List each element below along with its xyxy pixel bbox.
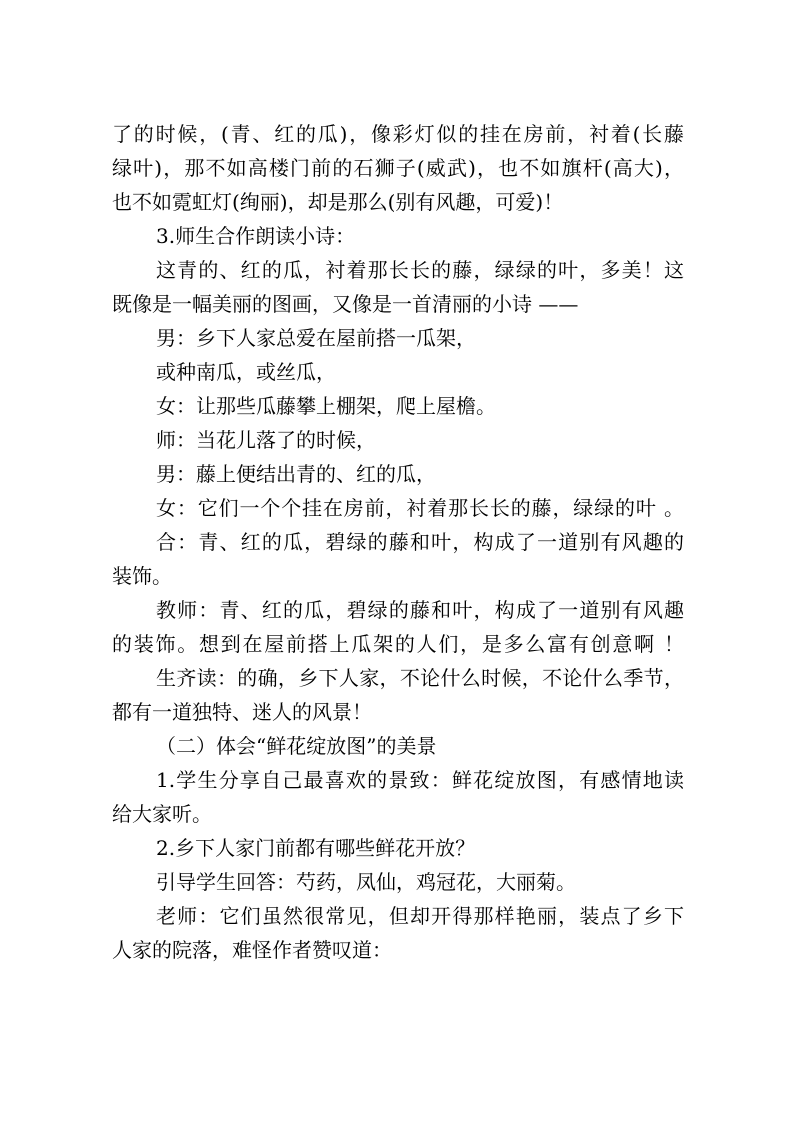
document-body (112, 117, 684, 967)
text-line-4: 3.师生合作朗读小诗： (156, 224, 356, 248)
text-line-9: 女：让那些瓜藤攀上棚架，爬上屋檐。 (156, 394, 496, 418)
text-line-2: 绿叶)，那不如高楼门前的石狮子(威武)，也不如旗杆(高大)， (112, 156, 684, 180)
text-line-12: 女：它们一个个挂在房前，衬着那长长的藤，绿绿的叶 。 (156, 496, 684, 520)
text-line-24: 老师：它们虽然很常见，但却开得那样艳丽，装点了乡下 (156, 904, 684, 928)
text-line-18: 都有一道独特、迷人的风景！ (112, 700, 372, 724)
text-line-17: 生齐读：的确，乡下人家，不论什么时候，不论什么季节， (156, 666, 684, 690)
text-line-8: 或种南瓜，或丝瓜， (156, 360, 336, 384)
text-line-23: 引导学生回答：芍药，凤仙，鸡冠花，大丽菊。 (156, 870, 576, 894)
text-line-21: 给大家听。 (112, 802, 212, 826)
text-line-5: 这青的、红的瓜，衬着那长长的藤，绿绿的叶，多美！这 (156, 258, 684, 282)
text-line-1: 了的时候，(青、红的瓜)，像彩灯似的挂在房前，衬着(长藤 (112, 122, 684, 146)
text-line-16: 的装饰。想到在屋前搭上瓜架的人们，是多么富有创意啊 ！ (112, 632, 684, 656)
text-line-10: 师：当花儿落了的时候， (156, 428, 376, 452)
text-line-11: 男：藤上便结出青的、红的瓜， (156, 462, 436, 486)
text-line-15: 教师：青、红的瓜，碧绿的藤和叶，构成了一道别有风趣 (156, 598, 684, 622)
text-line-22: 2.乡下人家门前都有哪些鲜花开放？ (156, 836, 476, 860)
text-line-7: 男：乡下人家总爱在屋前搭一瓜架， (156, 326, 476, 350)
text-line-20: 1.学生分享自己最喜欢的景致：鲜花绽放图，有感情地读 (156, 768, 684, 792)
text-line-13: 合：青、红的瓜，碧绿的藤和叶，构成了一道别有风趣的 (156, 530, 684, 554)
section-heading: （二）体会“鲜花绽放图”的美景 (156, 734, 437, 758)
text-line-3: 也不如霓虹灯(绚丽)，却是那么(别有风趣，可爱)！ (112, 190, 564, 214)
text-line-25: 人家的院落，难怪作者赞叹道： (112, 938, 392, 962)
text-line-6: 既像是一幅美丽的图画，又像是一首清丽的小诗 —— (112, 292, 579, 316)
text-line-14: 装饰。 (112, 564, 172, 588)
